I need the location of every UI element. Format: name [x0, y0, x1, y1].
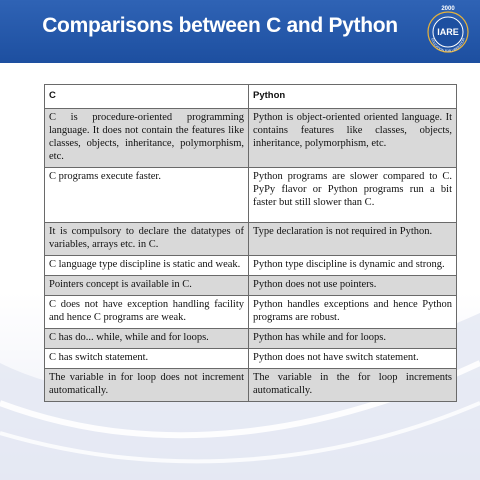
logo-year: 2000 [441, 6, 455, 12]
logo-name: IARE [437, 27, 459, 37]
python-cell: Python type discipline is dynamic and strong. [249, 256, 457, 276]
c-cell: The variable in for loop does not increment automatically. [45, 369, 249, 402]
python-cell: Python has while and for loops. [249, 329, 457, 349]
python-cell: Python does not use pointers. [249, 276, 457, 296]
table-row [45, 296, 457, 329]
c-cell: C is procedure-oriented programming language. It does not contain the features like classes, objects, inheritance, polymorphism, etc. [45, 109, 249, 168]
python-cell: Python is object-oriented oriented language. It contains features like classes, objects, inheritance, polymorphism, etc. [249, 109, 457, 168]
table-row [45, 256, 457, 276]
python-cell: Python does not have switch statement. [249, 349, 457, 369]
c-cell: C programs execute faster. [45, 168, 249, 223]
table-row [45, 369, 457, 402]
c-cell: It is compulsory to declare the datatypes of variables, arrays etc. in C. [45, 223, 249, 256]
column-header-python: Python [249, 85, 457, 109]
python-cell: The variable in the for loop increments automatically. [249, 369, 457, 402]
slide-header [0, 0, 480, 63]
python-cell: Type declaration is not required in Python. [249, 223, 457, 256]
c-cell: Pointers concept is available in C. [45, 276, 249, 296]
iare-logo-icon [424, 2, 472, 58]
table-row [45, 168, 457, 223]
python-cell: Python programs are slower compared to C. PyPy flavor or Python programs run a bit faster but still slower than C. [249, 168, 457, 223]
table-row [45, 349, 457, 369]
c-cell: C language type discipline is static and weak. [45, 256, 249, 276]
table-header-row [45, 85, 457, 109]
table-row [45, 276, 457, 296]
c-cell: C has switch statement. [45, 349, 249, 369]
c-cell: C does not have exception handling facility and hence C programs are weak. [45, 296, 249, 329]
python-cell: Python handles exceptions and hence Python programs are robust. [249, 296, 457, 329]
table-row [45, 329, 457, 349]
comparison-table [44, 84, 457, 402]
slide-title: Comparisons between C and Python [42, 14, 398, 37]
column-header-c: C [45, 85, 249, 109]
c-cell: C has do... while, while and for loops. [45, 329, 249, 349]
logo-motto: EDUCATION FOR LIBERATION [430, 37, 466, 54]
table-row [45, 109, 457, 168]
table-row [45, 223, 457, 256]
